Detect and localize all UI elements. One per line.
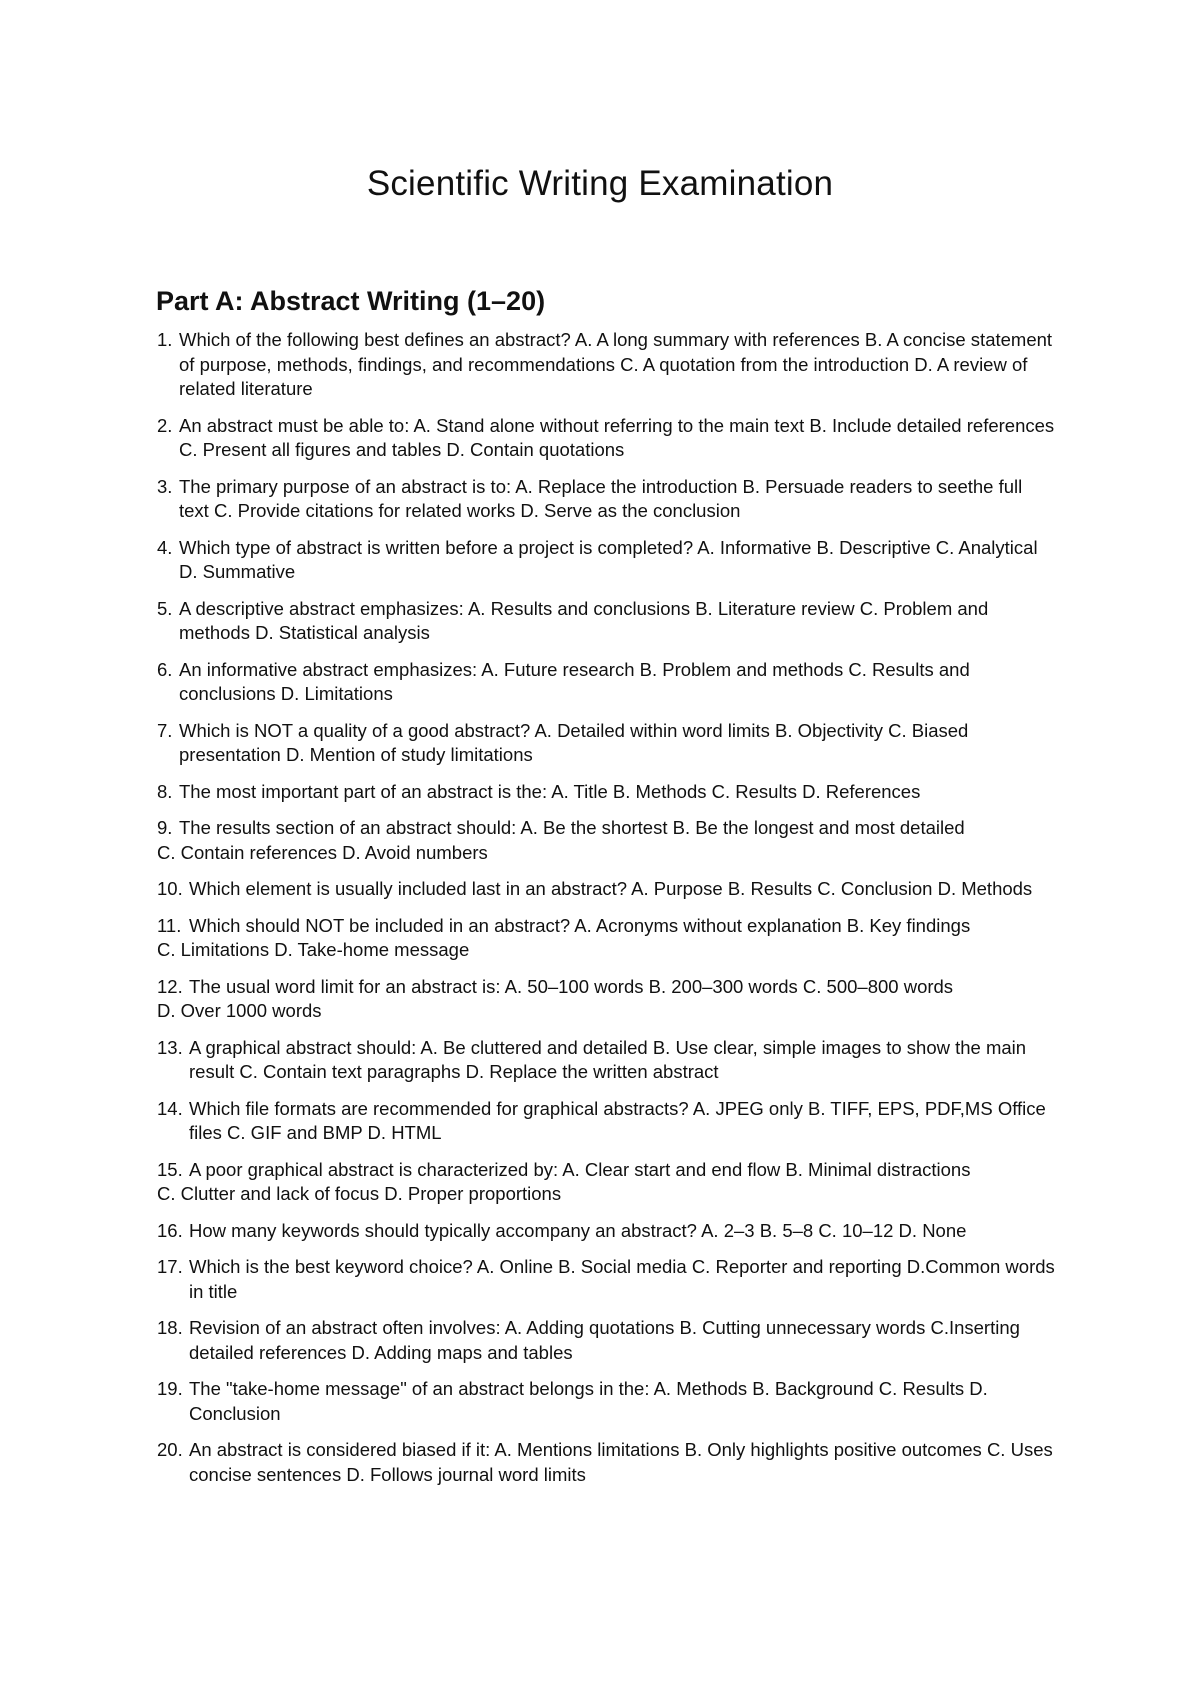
question-text: An informative abstract emphasizes: A. Future research B. Problem and methods C. Results and conclusions D. Limitations [179,658,970,704]
question-number: 5. [157,597,173,619]
question-number: 19. [157,1378,183,1399]
question-text: Which element is usually included last in an abstract? A. Purpose B. Results C. Conclusion D. Methods [189,878,1033,899]
question-text: Which is NOT a quality of a good abstract? A. Detailed within word limits B. Objectivity C. Biased presentation D. Mention of study limitations [179,719,969,765]
question-number: 4. [157,536,173,558]
question-number: 13. [157,1036,183,1058]
document-title: Scientific Writing Examination [366,164,834,203]
question-text: How many keywords should typically accompany an abstract? A. 2–3 B. 5–8 C. 10–12 D. None [189,1219,967,1241]
question-item [157,816,1057,865]
question-number: 18. [157,1317,183,1338]
question-number: 16. [157,1219,183,1241]
question-number: 14. [157,1097,183,1119]
question-item [157,1438,1057,1487]
question-item [157,1316,1057,1365]
question-number: 8. [157,780,173,802]
question-text-continued: C. Clutter and lack of focus D. Proper proportions [157,1183,562,1204]
question-number: 2. [157,414,173,436]
question-item [157,1219,1057,1244]
question-number: 7. [157,719,173,741]
question-item [157,328,1057,402]
section-heading: Part A: Abstract Writing (1–20) [156,286,546,316]
question-item [157,414,1057,463]
question-text-continued: C. Contain references D. Avoid numbers [157,841,488,863]
question-text: The primary purpose of an abstract is to: A. Replace the introduction B. Persuade readers to seethe full text C. Provide citations for related works D. Serve as the conclusion [179,475,1023,521]
question-item [157,536,1057,585]
question-text: The usual word limit for an abstract is: A. 50–100 words B. 200–300 words C. 500–800 words [189,975,954,997]
question-item [157,975,1057,1024]
question-item [157,1158,1057,1207]
question-number: 3. [157,475,173,497]
question-item [157,780,1057,805]
question-item [157,1097,1057,1146]
question-number: 15. [157,1158,183,1180]
question-text: Which is the best keyword choice? A. Online B. Social media C. Reporter and reporting D.Common words in title [189,1256,1055,1302]
question-item [157,719,1057,768]
question-number: 11. [157,914,182,936]
question-list [157,328,1057,1499]
question-number: 12. [157,975,183,997]
question-text: Which file formats are recommended for graphical abstracts? A. JPEG only B. TIFF, EPS, PDF,MS Office files C. GIF and BMP D. HTML [189,1097,1046,1143]
question-text: The most important part of an abstract is the: A. Title B. Methods C. Results D. References [179,780,921,802]
question-text-continued: D. Over 1000 words [157,1000,322,1021]
question-item [157,1255,1057,1304]
question-item [157,1377,1057,1426]
question-item [157,1036,1057,1085]
question-item [157,597,1057,646]
question-item [157,914,1057,963]
question-text: A descriptive abstract emphasizes: A. Results and conclusions B. Literature review C. Problem and methods D. Statistical analysis [179,597,989,643]
question-text: A poor graphical abstract is characterized by: A. Clear start and end flow B. Minimal distractions [189,1158,971,1180]
question-text: Which type of abstract is written before a project is completed? A. Informative B. Descriptive C. Analytical D. Summative [179,536,1038,582]
question-text-continued: C. Limitations D. Take-home message [157,939,470,960]
question-number: 20. [157,1439,183,1460]
question-text: The "take-home message" of an abstract belongs in the: A. Methods B. Background C. Results D. Conclusion [189,1378,988,1424]
question-item [157,877,1057,902]
question-number: 1. [157,329,173,350]
question-text: An abstract must be able to: A. Stand alone without referring to the main text B. Include detailed references C. Present all figures and tables D. Contain quotations [179,414,1055,460]
question-number: 10. [157,878,183,899]
question-text: Which should NOT be included in an abstract? A. Acronyms without explanation B. Key findings [189,914,971,936]
question-text: The results section of an abstract should: A. Be the shortest B. Be the longest and most detailed [179,817,965,838]
question-text: An abstract is considered biased if it: A. Mentions limitations B. Only highlights positive outcomes C. Uses concise sentences D. Follows journal word limits [189,1439,1053,1485]
question-number: 6. [157,658,173,680]
question-text: Which of the following best defines an abstract? A. A long summary with references B. A concise statement of purpose, methods, findings, and recommendations C. A quotation from the introduction D. A review of related literature [179,329,1053,399]
question-number: 9. [157,817,173,838]
question-text: Revision of an abstract often involves: A. Adding quotations B. Cutting unnecessary words C.Inserting detailed references D. Adding maps and tables [189,1317,1020,1363]
question-number: 17. [157,1256,183,1277]
question-text: A graphical abstract should: A. Be cluttered and detailed B. Use clear, simple images to show the main result C. Contain text paragraphs D. Replace the written abstract [189,1036,1027,1082]
question-item [157,475,1057,524]
question-item [157,658,1057,707]
